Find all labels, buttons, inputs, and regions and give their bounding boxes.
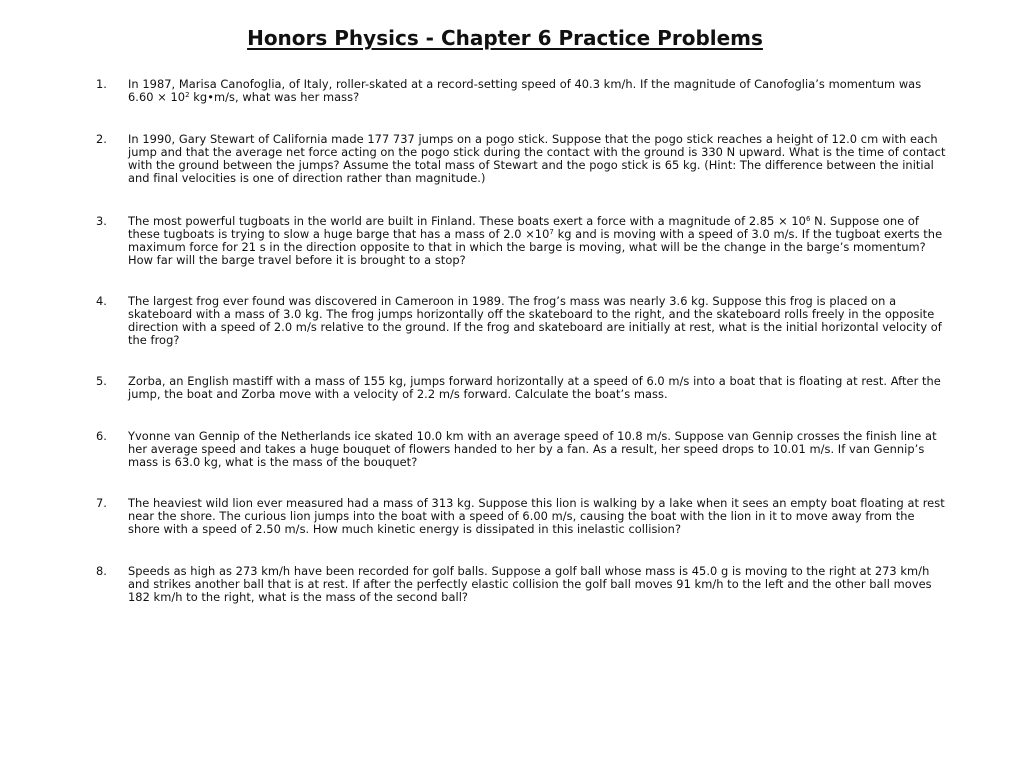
problem-6 <box>96 430 946 469</box>
problem-number: 2. <box>96 132 107 147</box>
exponent: 7 <box>549 227 554 236</box>
problem-number: 6. <box>96 428 107 443</box>
problem-text-part: The most powerful tugboats in the world are built in Finland. These boats exert a force with a magnitude of 2.85 × 10 <box>128 213 806 228</box>
problem-number: 4. <box>96 293 107 308</box>
problem-8 <box>96 565 946 604</box>
problem-number: 1. <box>96 77 107 91</box>
problem-3 <box>96 215 946 267</box>
problem-text-part: N. Suppose one of these tugboats is trying to slow a huge barge that has a mass of 2.0 ×10 <box>128 213 919 241</box>
problem-text <box>128 215 946 267</box>
problem-text <box>128 78 946 104</box>
problem-text: Yvonne van Gennip of the Netherlands ice skated 10.0 km with an average speed of 10.8 m/s. Suppose van Gennip crosses the finish line at her average speed and takes a huge bouquet of flowers handed to her by a fan. As a result, her speed drops to 10.01 m/s. If van Gennip’s mass is 63.0 kg, what is the mass of the bouquet? <box>128 428 937 469</box>
problem-number: 8. <box>96 564 107 579</box>
problem-text-part: kg and is moving with a speed of 3.0 m/s. If the tugboat exerts the maximum force for 21 s in the direction opposite to that in which the barge is moving, what will be the change in the barge’s momentum? How far will the barge travel before it is brought to a stop? <box>128 226 943 267</box>
problem-text: Speeds as high as 273 km/h have been recorded for golf balls. Suppose a golf ball whose mass is 45.0 g is moving to the right at 273 km/h and strikes another ball that is at rest. If after the perfectly elastic collision the golf ball moves 91 km/h to the left and the other ball moves 182 km/h to the right, what is the mass of the second ball? <box>128 564 932 605</box>
problem-text: The heaviest wild lion ever measured had a mass of 313 kg. Suppose this lion is walking by a lake when it sees an empty boat floating at rest near the shore. The curious lion jumps into the boat with a speed of 6.00 m/s, causing the boat with the lion in it to move away from the shore with a speed of 2.50 m/s. How much kinetic energy is dissipated in this inelastic collision? <box>128 495 945 536</box>
exponent: 6 <box>805 214 811 223</box>
problem-7 <box>96 497 946 536</box>
problem-1 <box>96 78 946 104</box>
problem-number: 5. <box>96 374 107 389</box>
problem-text: Zorba, an English mastiff with a mass of 155 kg, jumps forward horizontally at a speed of 6.0 m/s into a boat that is floating at rest. After the jump, the boat and Zorba move with a velocity of 2.2 m/s forward. Calculate the boat’s mass. <box>128 374 941 402</box>
problem-5 <box>96 375 946 401</box>
problem-text-part: kg•m/s, what was her mass? <box>189 90 360 105</box>
problem-text: The largest frog ever found was discovered in Cameroon in 1989. The frog’s mass was nearly 3.6 kg. Suppose this frog is placed on a skateboard with a mass of 3.0 kg. The frog jumps horizontally off the skateboard to the right, and the skateboard rolls freely in the opposite direction with a speed of 2.0 m/s relative to the ground. If the frog and skateboard are initially at rest, what is the initial horizontal velocity of the frog? <box>128 293 942 348</box>
problem-number: 3. <box>96 213 107 228</box>
page-title: Honors Physics - Chapter 6 Practice Problems <box>247 26 763 50</box>
problem-2 <box>96 133 946 185</box>
problem-text-part: In 1987, Marisa Canofoglia, of Italy, roller-skated at a record-setting speed of 40.3 km/h. If the magnitude of Canofoglia’s momentum was 6.60 × 10 <box>128 77 922 105</box>
problem-text: In 1990, Gary Stewart of California made 177 737 jumps on a pogo stick. Suppose that the pogo stick reaches a height of 12.0 cm with each jump and that the average net force acting on the pogo stick during the contact with the ground is 330 N upward. What is the time of contact with the ground between the jumps? Assume the total mass of Stewart and the pogo stick is 65 kg. (Hint: The difference between the initial and final velocities is one of direction rather than magnitude.) <box>128 132 946 186</box>
problem-list <box>96 78 946 604</box>
problem-4 <box>96 295 946 347</box>
problem-number: 7. <box>96 495 107 510</box>
exponent: 2 <box>185 91 190 100</box>
